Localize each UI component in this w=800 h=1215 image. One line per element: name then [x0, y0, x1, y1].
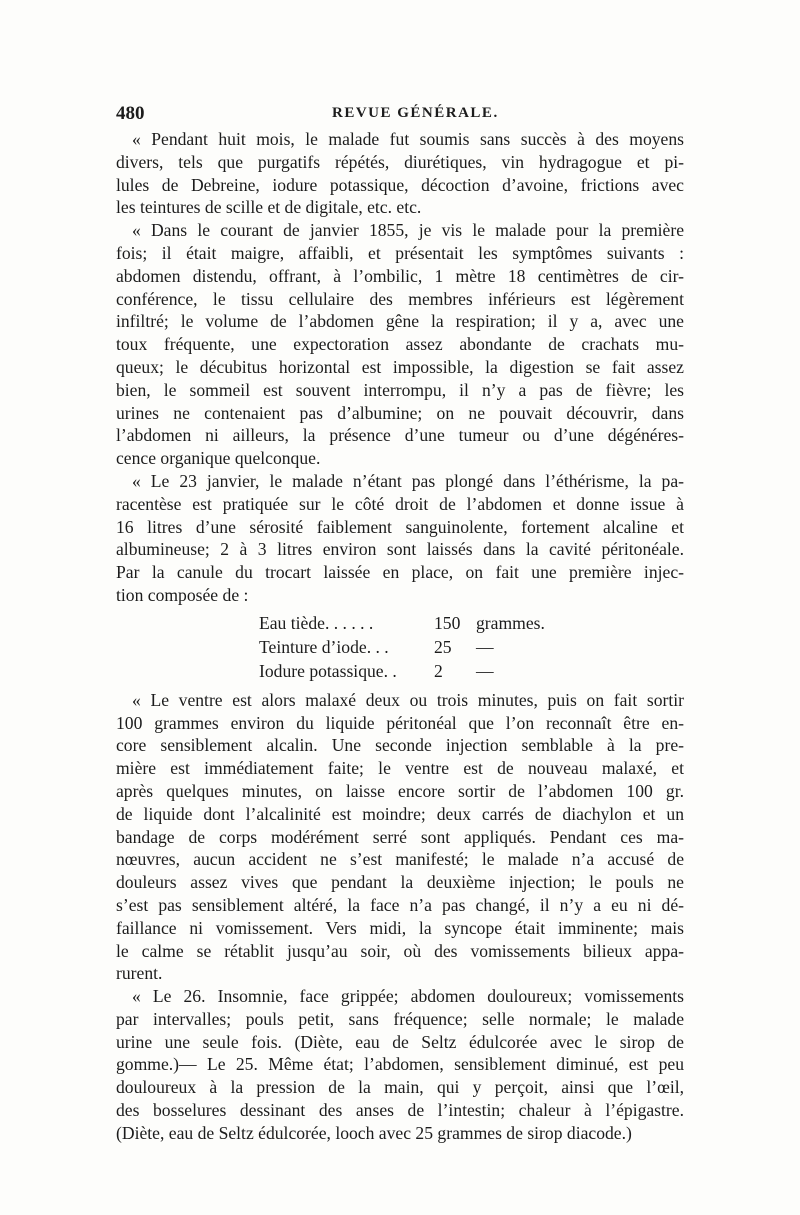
text-line: conférence, le tissu cellulaire des membres inférieurs est légèrement: [116, 288, 684, 309]
recipe-row: [116, 659, 684, 683]
text-line: nœuvres, aucun accident ne s’est manifesté; le malade n’a accusé de: [116, 849, 684, 870]
text-line: core sensiblement alcalin. Une seconde injection semblable à la pre-: [116, 735, 684, 756]
text-line: le calme se rétablit jusqu’au soir, où des vomissements bilieux appa-: [116, 940, 684, 961]
text-line: s’est pas sensiblement altéré, la face n’a pas changé, il n’y a eu ni dé-: [116, 894, 684, 915]
text-line: « Dans le courant de janvier 1855, je vis le malade pour la première: [132, 220, 684, 241]
text-line: « Pendant huit mois, le malade fut soumis sans succès à des moyens: [132, 129, 684, 149]
text-line: des bosselures dessinant des anses de l’intestin; chaleur à l’épigastre.: [116, 1100, 684, 1121]
text-line: mière est immédiatement faite; le ventre est de nouveau malaxé, et: [116, 758, 684, 779]
recipe-quantity: 150: [434, 612, 461, 633]
text-line: infiltré; le volume de l’abdomen gêne la respiration; il y a, avec une: [116, 311, 684, 332]
text-line: douleurs assez vives que pendant la deuxième injection; le pouls ne: [116, 872, 684, 893]
page-number: 480: [116, 103, 145, 124]
text-line: bien, le sommeil est souvent interrompu, il n’y a pas de fièvre; les: [116, 379, 684, 400]
text-line: « Le ventre est alors malaxé deux ou trois minutes, puis on fait sortir: [132, 689, 684, 710]
text-line: 16 litres d’une sérosité faiblement sanguinolente, fortement alcaline et: [116, 516, 684, 537]
recipe-ingredient: Teinture d’iode. . .: [259, 636, 389, 657]
text-line: de liquide dont l’alcalinité est moindre; deux carrés de diachylon et un: [116, 803, 684, 824]
recipe-quantity: 2: [434, 660, 443, 681]
recipe-unit: —: [476, 660, 494, 681]
paragraph-3: [116, 470, 684, 607]
text-line: albumineuse; 2 à 3 litres environ sont laissés dans la cavité péritonéale.: [116, 539, 684, 560]
text-line: (Diète, eau de Seltz édulcorée, looch avec 25 grammes de sirop diacode.): [116, 1122, 632, 1143]
text-line: par intervalles; pouls petit, sans fréquence; selle normale; le malade: [116, 1008, 684, 1029]
recipe-unit: —: [476, 636, 494, 657]
text-line: l’abdomen ni ailleurs, la présence d’une tumeur ou d’une dégénéres-: [116, 425, 684, 446]
text-line: urines ne contenaient pas d’albumine; on ne pouvait découvrir, dans: [116, 402, 684, 423]
paragraph-4: [116, 689, 684, 985]
text-line: « Le 23 janvier, le malade n’étant pas plongé dans l’éthérisme, la pa-: [132, 470, 684, 491]
text-line: douloureux à la pression de la main, qui y perçoit, ainsi que l’œil,: [116, 1077, 684, 1098]
text-line: Par la canule du trocart laissée en place, on fait une première injec-: [116, 562, 684, 583]
paragraph-2: [116, 219, 684, 470]
recipe-quantity: 25: [434, 636, 452, 657]
text-line: cence organique quelconque.: [116, 448, 321, 469]
paragraph-5: [116, 985, 684, 1145]
recipe-row: [116, 635, 684, 659]
text-line: « Le 26. Insomnie, face grippée; abdomen douloureux; vomissements: [132, 986, 684, 1007]
text-line: 100 grammes environ du liquide péritonéal que l’on reconnaît être en-: [116, 712, 684, 733]
recipe-unit: grammes.: [476, 612, 545, 633]
text-line: queux; le décubitus horizontal est impossible, la digestion se fait assez: [116, 356, 684, 377]
text-line: racentèse est pratiquée sur le côté droit de l’abdomen et donne issue à: [116, 493, 684, 514]
text-line: les teintures de scille et de digitale, etc. etc.: [116, 197, 422, 218]
recipe-table: [116, 611, 684, 683]
running-head: REVUE GÉNÉRALE.: [332, 105, 499, 121]
recipe-ingredient: Eau tiède. . . . . .: [259, 612, 374, 633]
text-line: bandage de corps modérément serré sont appliqués. Pendant ces ma-: [116, 826, 684, 847]
text-line: abdomen distendu, offrant, à l’ombilic, 1 mètre 18 centimètres de cir-: [116, 265, 684, 286]
text-line: urine une seule fois. (Diète, eau de Seltz édulcorée avec le sirop de: [116, 1031, 684, 1052]
recipe-ingredient: Iodure potassique. .: [259, 660, 397, 681]
paragraph-1: [116, 128, 684, 219]
text-line: fois; il était maigre, affaibli, et présentait les symptômes suivants :: [116, 242, 684, 263]
text-line: gomme.)— Le 25. Même état; l’abdomen, sensiblement diminué, est peu: [116, 1054, 684, 1075]
recipe-row: [116, 611, 684, 635]
text-line: lules de Debreine, iodure potassique, décoction d’avoine, frictions avec: [116, 174, 684, 195]
text-line: rurent.: [116, 963, 163, 984]
text-line: tion composée de :: [116, 584, 249, 605]
text-line: après quelques minutes, on laisse encore sortir de l’abdomen 100 gr.: [116, 780, 684, 801]
text-line: divers, tels que purgatifs répétés, diurétiques, vin hydragogue et pi-: [116, 151, 684, 172]
body-text: [116, 128, 684, 1145]
text-line: toux fréquente, une expectoration assez abondante de crachats mu-: [116, 334, 684, 355]
text-line: faillance ni vomissement. Vers midi, la syncope était imminente; mais: [116, 917, 684, 938]
